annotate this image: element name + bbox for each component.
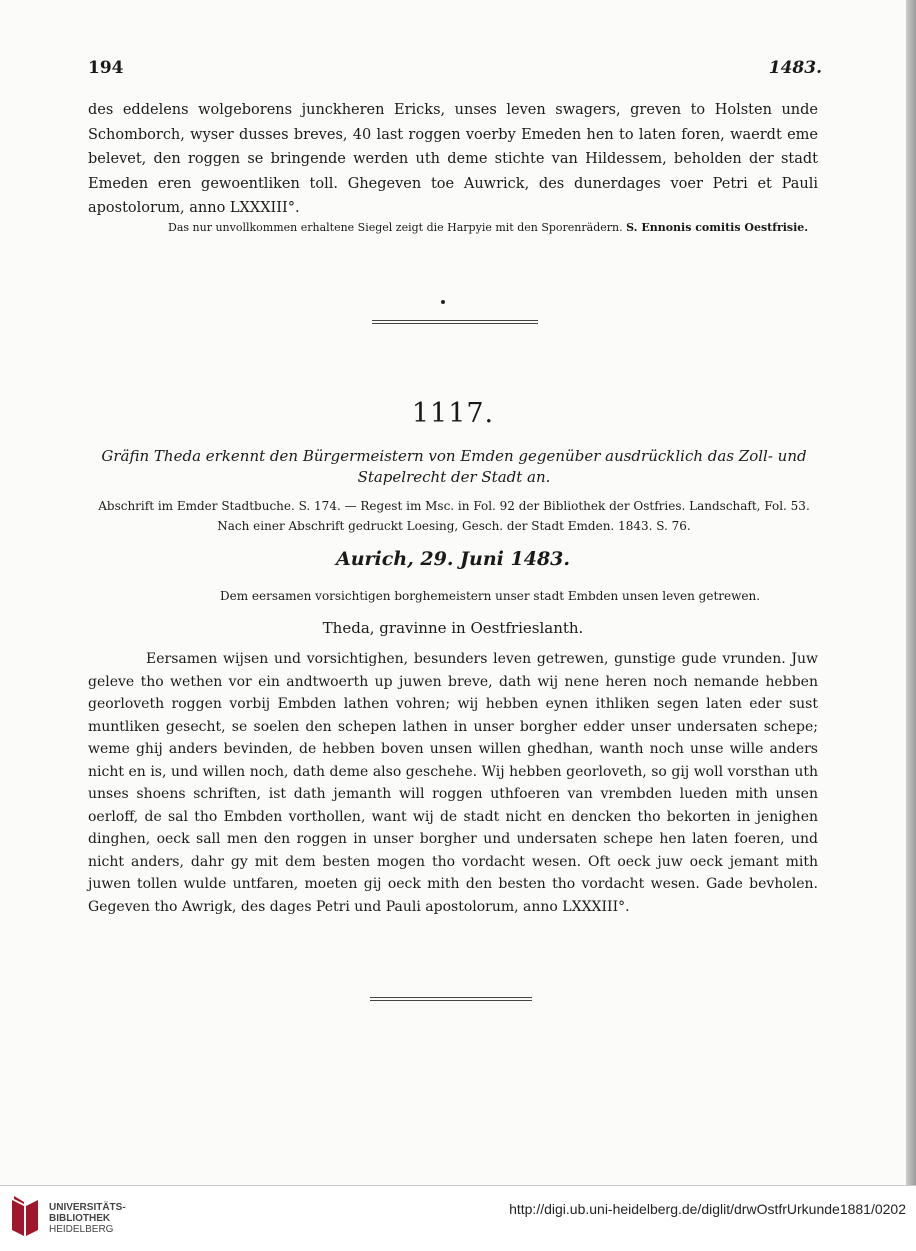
- library-line-2: BIBLIOTHEK: [49, 1213, 111, 1224]
- seal-legend: S. Ennonis comitis Oestfrisie.: [626, 221, 809, 234]
- library-line-3: HEIDELBERG: [49, 1224, 114, 1235]
- library-name[interactable]: [49, 1202, 126, 1235]
- source-note: Abschrift im Emder Stadtbuche. S. 174. — Regest im Msc. in Fol. 92 der Bibliothek der Ostfries. Landschaft, Fol. 53. Nach einer Abschrift gedruckt Loesing, Gesch. der Stadt Emden. 1843. S. 76.: [98, 499, 810, 533]
- letter-body: Eersamen wijsen und vorsichtighen, besunders leven getrewen, gunstige gude vrunden. Juw geleve tho wethen vor ein andtwoerth up juwen breve, dath wij nene heren noch nemande hebben georloveth roggen vorbij Embden lathen vohren; wij hebben eynen ithliken segen laten eder sust muntliken gesecht, se soelen den schepen lathen in unser borgher edder unser undersaten schepe; weme ghij anders bevinden, de hebben boven unsen willen ghedhan, wanth noch unse wille anders nicht en is, und willen noch, dath deme also geschehe. Wij hebben georloveth, so gij woll vorsthan uth unses shoens schriften, ist dath jemanth will roggen uthfoeren van vrembden lueden mith unsen oerloff, de sal tho Embden vorthollen, want wij de stadt nicht en dencken tho bekorten in jenighen dinghen, oeck sall men den roggen in unser borgher und undersaten schepe hen laten foeren, und nicht anders, dahr gy mit dem besten mogen tho vordacht wesen. Oft oeck juw oeck jemant mith juwen tollen wulde untfaren, moeten gij oeck mith den besten tho vordacht wesen. Gade bevholen. Gegeven tho Awrigk, des dages Petri und Pauli apostolorum, anno LXXXIII°.: [88, 651, 818, 915]
- viewer-footer: [0, 1185, 916, 1251]
- library-line-1: UNIVERSITÄTS-: [49, 1202, 126, 1213]
- seal-note: [168, 218, 818, 238]
- section-divider: [372, 320, 538, 324]
- previous-document-text: des eddelens wolgeborens junckheren Ericks, unses leven swagers, greven to Holsten unde Schomborch, wyser dusses breves, 40 last roggen voerby Emeden hen to laten foren, waerdt eme belevet, den roggen se bringende werden uth deme stichte van Hildessem, beholden der stadt Emeden eren gewoentliken toll. Ghegeven toe Auwrick, des dunerdages voer Petri et Pauli apostolorum, anno LXXXIII°.: [88, 102, 818, 216]
- address-line: Dem eersamen vorsichtigen borghemeistern unser stadt Embden unsen leven getrewen.: [219, 589, 761, 603]
- book-logo-icon[interactable]: [10, 1194, 40, 1238]
- document-number: 1117.: [411, 398, 495, 429]
- place-date: Aurich, 29. Juni 1483.: [335, 548, 570, 570]
- end-divider: [370, 997, 532, 1001]
- scan-edge: [906, 0, 916, 1185]
- seal-note-text: Das nur unvollkommen erhaltene Siegel zeigt die Harpyie mit den Sporenrädern.: [168, 221, 623, 234]
- year-heading: 1483.: [768, 58, 822, 78]
- permalink-url[interactable]: http://digi.ub.uni-heidelberg.de/diglit/drwOstfrUrkunde1881/0202: [509, 1201, 906, 1217]
- page-number: 194: [88, 58, 124, 78]
- ink-dot: [441, 300, 445, 304]
- sender-line: Theda, gravinne in Oestfrieslanth.: [322, 619, 584, 637]
- document-title: Gräfin Theda erkennt den Bürgermeistern von Emden gegenüber ausdrücklich das Zoll- und Stapelrecht der Stadt an.: [101, 447, 807, 486]
